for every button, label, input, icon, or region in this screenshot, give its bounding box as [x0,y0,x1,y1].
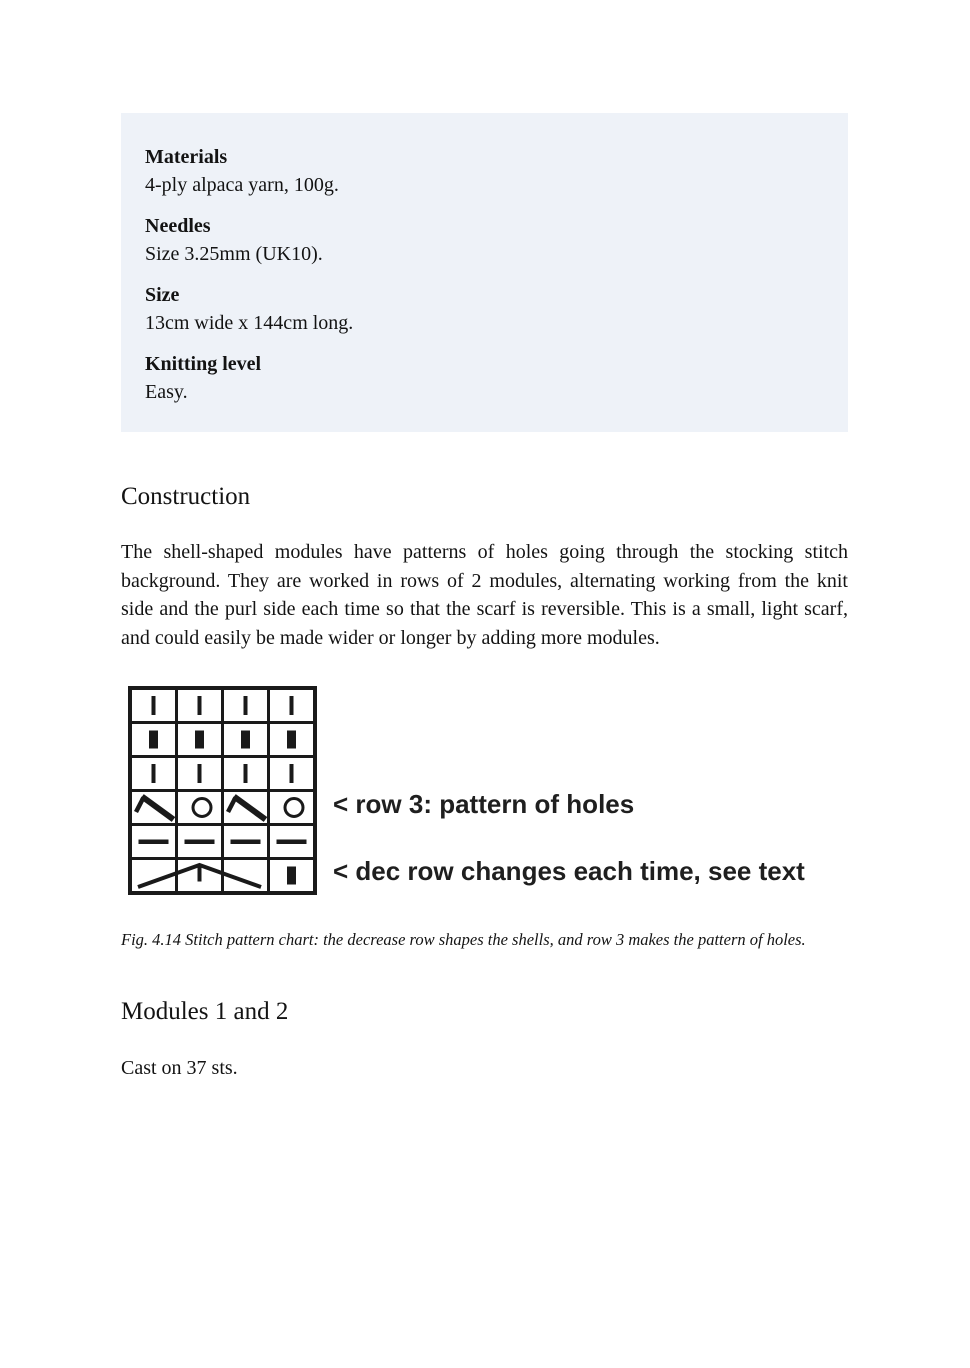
construction-heading: Construction [121,483,251,510]
knit-bar-thin-icon [132,758,175,789]
knit-bar-bold-icon [224,724,267,755]
stitch-cell-knit-bar-bold [132,724,175,755]
document-page [0,113,970,1368]
annotation-dec-row: < dec row changes each time, see text [333,855,805,886]
purl-dash-icon [178,826,221,857]
materials-heading: Materials [145,146,228,168]
stitch-grid [128,686,317,895]
stitch-cell-knit-bar-thin [178,690,221,721]
knit-bar-bold-icon [270,724,313,755]
annotation-row3: < row 3: pattern of holes [333,788,635,819]
info-group-needles [145,212,824,268]
knit-bar-bold-icon [270,860,313,891]
stitch-cell-knit-bar-thin [270,690,313,721]
materials-value: 4-ply alpaca yarn, 100g. [145,174,339,196]
purl-dash-icon [270,826,313,857]
stitch-cell-decrease-right [132,792,175,823]
knit-bar-bold-icon [178,724,221,755]
info-group-knitting-level [145,350,824,406]
stitch-cell-knit-bar-bold [270,860,313,891]
knit-bar-thin-icon [224,690,267,721]
info-group-size [145,281,824,337]
stitch-cell-purl-dash [178,826,221,857]
construction-paragraph: The shell-shaped modules have patterns of holes going through the stocking stitch background. They are worked in rows of 2 modules, alternating working from the knit side and the purl side each time so that the scarf is reversible. This is a small, light scarf, and could easily be made wider or longer by adding more modules. [121,541,848,650]
stitch-cell-yarn-over [270,792,313,823]
stitch-cell-decrease-right [224,792,267,823]
yarn-over-icon [178,792,221,823]
decrease-right-icon [132,792,175,823]
stitch-cell-cdd-span-start [132,860,175,891]
modules-heading: Modules 1 and 2 [121,997,289,1025]
stitch-cell-knit-bar-bold [224,724,267,755]
stitch-cell-knit-bar-bold [270,724,313,755]
yarn-over-icon [270,792,313,823]
knit-bar-bold-icon [132,724,175,755]
stitch-cell-purl-dash [132,826,175,857]
knit-bar-thin-icon [224,758,267,789]
stitch-cell-knit-bar-thin [270,758,313,789]
stitch-cell-knit-bar-thin [178,758,221,789]
info-group-materials [145,143,824,199]
knit-bar-thin-icon [132,690,175,721]
stitch-cell-cdd-span-end [224,860,267,891]
size-heading: Size [145,284,180,306]
stitch-cell-yarn-over [178,792,221,823]
knit-bar-thin-icon [178,758,221,789]
stitch-cell-cdd-span [178,860,221,891]
knitting-level-value: Easy. [145,381,188,403]
page-content [121,113,848,1082]
knit-bar-thin-icon [178,690,221,721]
purl-dash-icon [224,826,267,857]
knitting-level-heading: Knitting level [145,353,262,375]
needles-value: Size 3.25mm (UK10). [145,243,323,265]
stitch-cell-knit-bar-bold [178,724,221,755]
stitch-chart-figure [121,686,848,895]
stitch-cell-purl-dash [270,826,313,857]
figure-caption: Fig. 4.14 Stitch pattern chart: the decrease row shapes the shells, and row 3 makes the pattern of holes. [121,929,806,949]
purl-dash-icon [132,826,175,857]
stitch-cell-knit-bar-thin [224,690,267,721]
decrease-right-icon [224,792,267,823]
knit-bar-thin-icon [270,758,313,789]
pattern-info-box [121,113,848,432]
size-value: 13cm wide x 144cm long. [145,312,354,334]
knit-bar-thin-icon [270,690,313,721]
stitch-cell-purl-dash [224,826,267,857]
cast-on-text: Cast on 37 sts. [121,1056,238,1079]
stitch-cell-knit-bar-thin [132,758,175,789]
stitch-cell-knit-bar-thin [224,758,267,789]
stitch-cell-knit-bar-thin [132,690,175,721]
needles-heading: Needles [145,215,211,237]
